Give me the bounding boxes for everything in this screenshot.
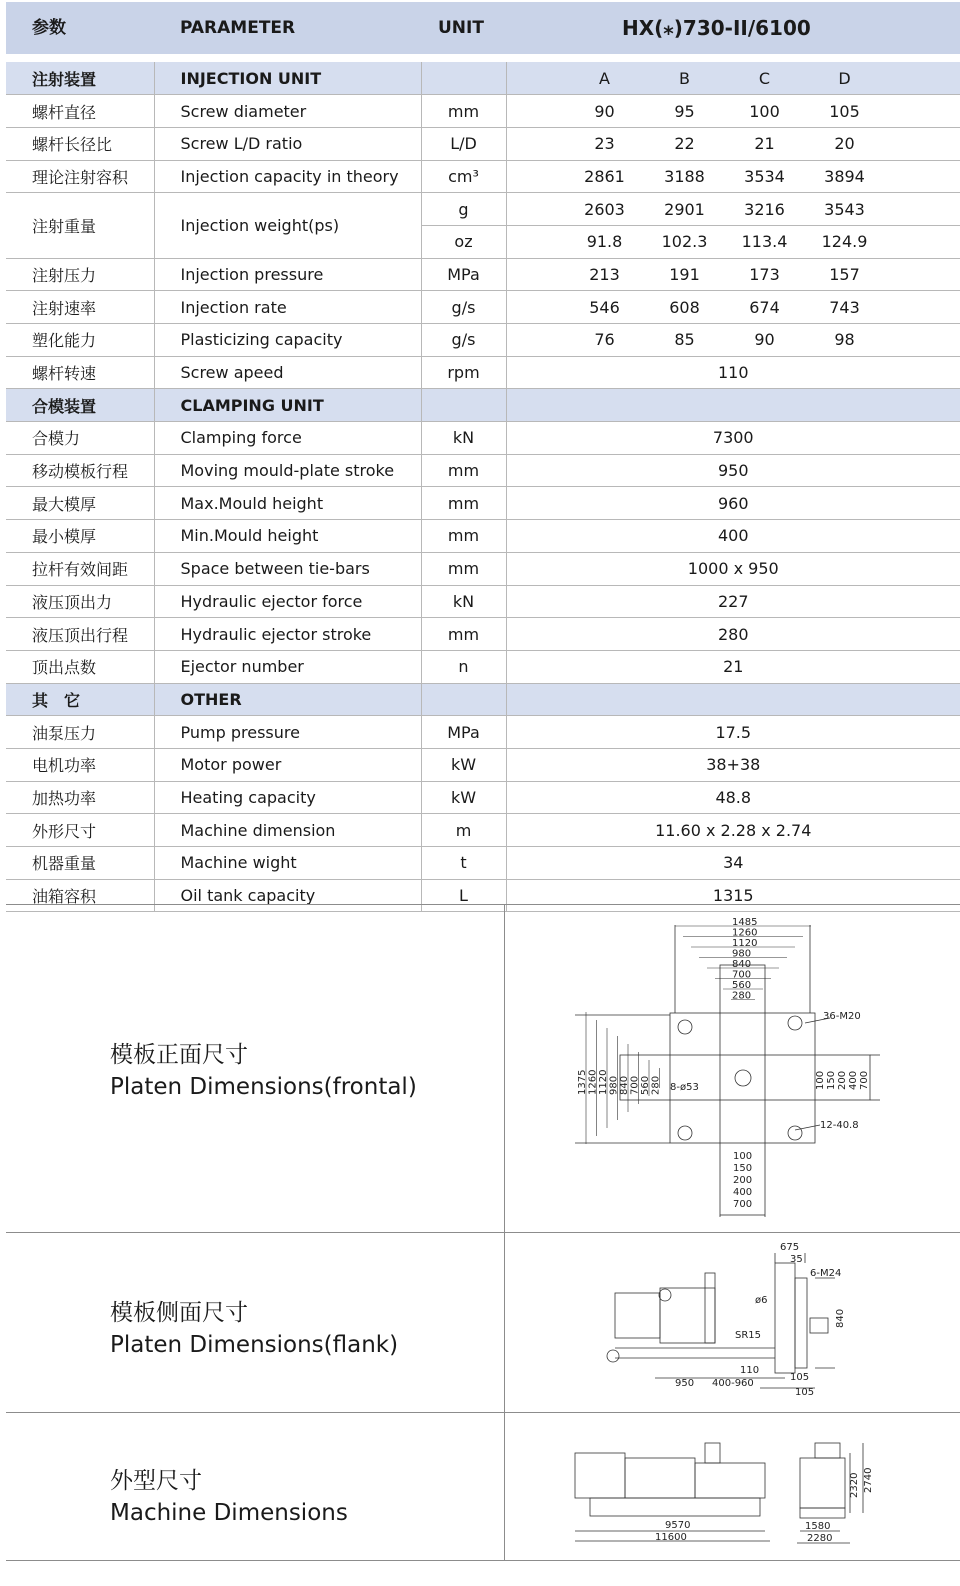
frontal-cn: 模板正面尺寸	[110, 1042, 248, 1068]
table-row	[6, 618, 960, 651]
section-clamping	[6, 389, 960, 422]
param-en: Injection pressure	[154, 258, 421, 291]
param-en: Max.Mould height	[154, 487, 421, 520]
param-unit: mm	[421, 487, 506, 520]
param-value: 950	[506, 454, 960, 487]
right-dim-label: 400	[848, 1070, 859, 1090]
top-dim-label: 1485	[732, 917, 758, 928]
param-cn: 拉杆有效间距	[6, 552, 154, 585]
cell-value: 23	[594, 134, 615, 154]
spec-table	[6, 62, 960, 912]
table-row	[6, 781, 960, 814]
section-cn: 其 它	[6, 683, 154, 716]
table-row	[6, 748, 960, 781]
table-row	[6, 585, 960, 618]
header-cn: 参数	[32, 18, 66, 38]
param-unit: m	[421, 814, 506, 847]
param-cn: 注射重量	[6, 193, 154, 258]
flank-840: 840	[835, 1308, 846, 1328]
machine-11600: 11600	[655, 1532, 687, 1543]
bottom-dim-label: 200	[733, 1175, 753, 1186]
table-row	[6, 422, 960, 455]
machine-2280: 2280	[807, 1533, 833, 1544]
param-unit: t	[421, 847, 506, 880]
machine-drawing	[505, 1413, 960, 1560]
cell-value: 124.9	[821, 232, 868, 252]
param-en: Pump pressure	[154, 716, 421, 749]
param-unit: kN	[421, 585, 506, 618]
param-value: 400	[506, 520, 960, 553]
param-cn: 加热功率	[6, 781, 154, 814]
param-unit: kW	[421, 748, 506, 781]
param-en: Injection capacity in theory	[154, 160, 421, 193]
cell-value: 76	[594, 330, 615, 350]
param-unit: n	[421, 650, 506, 683]
cell-value: 100	[749, 101, 780, 121]
bottom-dim-label: 150	[733, 1163, 753, 1174]
param-value: 11.60 x 2.28 x 2.74	[506, 814, 960, 847]
param-en: Injection rate	[154, 291, 421, 324]
param-cn: 外形尺寸	[6, 814, 154, 847]
param-en: Plasticizing capacity	[154, 324, 421, 357]
section-cn: 注射装置	[6, 62, 154, 95]
param-cn: 螺杆转速	[6, 356, 154, 389]
left-dim-label: 840	[619, 1075, 630, 1095]
cell-value: 191	[669, 264, 700, 284]
top-dim-label: 560	[732, 980, 752, 991]
frontal-drawing	[505, 905, 960, 1232]
param-en: Heating capacity	[154, 781, 421, 814]
param-value: 48.8	[506, 781, 960, 814]
param-en: Hydraulic ejector force	[154, 585, 421, 618]
param-cn: 液压顶出行程	[6, 618, 154, 651]
param-en: Hydraulic ejector stroke	[154, 618, 421, 651]
cell-value: 546	[589, 297, 620, 317]
cell-value: 173	[749, 264, 780, 284]
cell-value: 157	[829, 264, 860, 284]
bottom-dim-label: 700	[733, 1199, 753, 1210]
right-dim-label: 700	[859, 1070, 870, 1090]
param-cn: 油箱容积	[6, 879, 154, 912]
table-row	[6, 95, 960, 128]
param-cn: 最大模厚	[6, 487, 154, 520]
machine-1580: 1580	[805, 1521, 831, 1532]
cell-value: B	[679, 68, 690, 88]
param-en: Machine wight	[154, 847, 421, 880]
section-en: CLAMPING UNIT	[154, 389, 421, 422]
flank-drawing	[505, 1233, 960, 1412]
machine-cn: 外型尺寸	[110, 1468, 202, 1494]
top-dim-label: 980	[732, 948, 752, 960]
table-header	[6, 2, 960, 54]
cell-value: 102.3	[661, 232, 708, 252]
cell-value: 3216	[744, 199, 785, 219]
header-unit: UNIT	[438, 18, 484, 38]
param-cn: 注射压力	[6, 258, 154, 291]
param-unit: MPa	[421, 258, 506, 291]
table-row	[6, 258, 960, 291]
param-en: Screw diameter	[154, 95, 421, 128]
param-value: 38+38	[506, 748, 960, 781]
cell-value: D	[838, 68, 851, 88]
drawings-section	[6, 904, 960, 1544]
flank-svg	[505, 1233, 960, 1413]
section-en: INJECTION UNIT	[154, 62, 421, 95]
right-dim-label: 100	[815, 1070, 826, 1090]
flank-35: 35	[790, 1254, 803, 1265]
param-cn: 电机功率	[6, 748, 154, 781]
param-cn: 移动模板行程	[6, 454, 154, 487]
cell-value: 90	[594, 101, 615, 121]
flank-bolt: 6-M24	[810, 1268, 842, 1279]
cell-value: 95	[674, 101, 695, 121]
cell-value: 3188	[664, 166, 705, 186]
param-value: 34	[506, 847, 960, 880]
flank-row	[6, 1233, 960, 1413]
param-cn: 螺杆直径	[6, 95, 154, 128]
param-en: Motor power	[154, 748, 421, 781]
param-cn: 机器重量	[6, 847, 154, 880]
cell-value: 21	[754, 134, 775, 154]
cell-value: A	[599, 68, 610, 88]
param-unit: g/s	[421, 291, 506, 324]
param-cn: 最小模厚	[6, 520, 154, 553]
param-cn: 注射速率	[6, 291, 154, 324]
param-unit: oz	[421, 225, 506, 258]
section-other	[6, 683, 960, 716]
flank-110: 110	[740, 1365, 760, 1376]
cell-value: 90	[754, 330, 775, 350]
table-row	[6, 356, 960, 389]
table-row	[6, 650, 960, 683]
cell-value: 91.8	[586, 232, 623, 252]
cell-value: 85	[674, 330, 695, 350]
machine-2740: 2740	[863, 1467, 874, 1493]
cell-value: 22	[674, 134, 695, 154]
cell-value: 113.4	[741, 232, 788, 252]
top-dim-label: 1120	[732, 938, 758, 949]
machine-2320: 2320	[849, 1472, 860, 1498]
left-dim-label: 980	[608, 1075, 620, 1095]
note-bolt: 36-M20	[823, 1011, 861, 1022]
header-parameter: PARAMETER	[180, 18, 296, 38]
section-injection	[6, 62, 960, 95]
param-en: Screw L/D ratio	[154, 127, 421, 160]
cell-value: 743	[829, 297, 860, 317]
section-en: OTHER	[154, 683, 421, 716]
param-cn: 塑化能力	[6, 324, 154, 357]
param-unit: MPa	[421, 716, 506, 749]
cell-value: C	[758, 68, 771, 88]
param-unit: mm	[421, 552, 506, 585]
frontal-label	[6, 905, 505, 1232]
cell-value: 2901	[664, 199, 705, 219]
param-en: Min.Mould height	[154, 520, 421, 553]
param-value: 7300	[506, 422, 960, 455]
flank-label	[6, 1233, 505, 1412]
param-en: Ejector number	[154, 650, 421, 683]
top-dim-label: 700	[732, 969, 752, 981]
param-unit: cm³	[421, 160, 506, 193]
flank-105a: 105	[790, 1372, 810, 1383]
table-row	[6, 127, 960, 160]
param-en: Space between tie-bars	[154, 552, 421, 585]
cell-value: 20	[834, 134, 855, 154]
frontal-row	[6, 905, 960, 1233]
top-dim-label: 280	[732, 990, 752, 1002]
param-unit: rpm	[421, 356, 506, 389]
param-cn: 理论注射容积	[6, 160, 154, 193]
cell-value: 2861	[584, 166, 625, 186]
param-en: Oil tank capacity	[154, 879, 421, 912]
cell-value: 3534	[744, 166, 785, 186]
table-row	[6, 716, 960, 749]
cell-value: 213	[589, 264, 620, 284]
cell-value: 3894	[824, 166, 865, 186]
cell-value: 608	[669, 297, 700, 317]
left-dim-label: 1260	[587, 1069, 599, 1095]
param-value: 21	[506, 650, 960, 683]
left-dim-label: 560	[640, 1075, 651, 1095]
param-unit: mm	[421, 618, 506, 651]
table-row	[6, 552, 960, 585]
table-row	[6, 160, 960, 193]
param-cn: 顶出点数	[6, 650, 154, 683]
flank-en: Platen Dimensions(flank)	[110, 1332, 399, 1358]
param-value: 1000 x 950	[506, 552, 960, 585]
frontal-svg	[505, 905, 960, 1233]
machine-svg	[505, 1413, 960, 1561]
header-model: HX(⁎)730-II/6100	[622, 16, 811, 40]
machine-9570: 9570	[665, 1520, 691, 1531]
param-unit: L/D	[421, 127, 506, 160]
param-en: Injection weight(ps)	[154, 193, 421, 258]
param-unit: kN	[421, 422, 506, 455]
table-row	[6, 291, 960, 324]
param-cn: 合模力	[6, 422, 154, 455]
note-hole: 8-ø53	[670, 1082, 699, 1093]
bottom-dim-label: 100	[733, 1151, 753, 1162]
param-cn: 螺杆长径比	[6, 127, 154, 160]
param-value: 960	[506, 487, 960, 520]
flank-400-960: 400-960	[712, 1378, 754, 1389]
table-row	[6, 520, 960, 553]
param-unit: mm	[421, 454, 506, 487]
cell-value: 105	[829, 101, 860, 121]
left-dim-label: 1375	[577, 1069, 588, 1095]
left-dim-label: 1120	[598, 1069, 609, 1095]
table-row	[6, 193, 960, 226]
machine-row	[6, 1413, 960, 1561]
param-value: 110	[506, 356, 960, 389]
top-dim-label: 1260	[732, 927, 758, 939]
flank-105b: 105	[795, 1387, 815, 1398]
param-cn: 液压顶出力	[6, 585, 154, 618]
left-dim-label: 280	[650, 1075, 662, 1095]
bottom-dim-label: 400	[733, 1187, 753, 1198]
machine-label	[6, 1413, 505, 1560]
param-unit: L	[421, 879, 506, 912]
param-unit: g	[421, 193, 506, 226]
param-en: Clamping force	[154, 422, 421, 455]
table-row	[6, 454, 960, 487]
top-dim-label: 840	[732, 959, 752, 970]
frontal-en: Platen Dimensions(frontal)	[110, 1074, 417, 1100]
table-row	[6, 814, 960, 847]
param-unit: mm	[421, 520, 506, 553]
param-value: 1315	[506, 879, 960, 912]
table-row	[6, 847, 960, 880]
note-slot: 12-40.8	[820, 1120, 859, 1131]
left-dim-label: 700	[629, 1075, 641, 1095]
param-cn: 油泵压力	[6, 716, 154, 749]
param-en: Machine dimension	[154, 814, 421, 847]
right-dim-label: 200	[837, 1070, 848, 1090]
param-value: 17.5	[506, 716, 960, 749]
flank-950: 950	[675, 1378, 695, 1389]
flank-cn: 模板侧面尺寸	[110, 1300, 248, 1326]
param-value: 280	[506, 618, 960, 651]
machine-en: Machine Dimensions	[110, 1500, 348, 1526]
param-unit: g/s	[421, 324, 506, 357]
flank-d6: ø6	[755, 1295, 768, 1306]
right-dim-label: 150	[826, 1070, 837, 1090]
param-en: Moving mould-plate stroke	[154, 454, 421, 487]
param-unit: mm	[421, 95, 506, 128]
table-row	[6, 324, 960, 357]
param-value: 227	[506, 585, 960, 618]
section-cn: 合模装置	[6, 389, 154, 422]
table-row	[6, 487, 960, 520]
cell-value: 674	[749, 297, 780, 317]
flank-sr: SR15	[735, 1330, 762, 1341]
cell-value: 98	[834, 330, 855, 350]
cell-value: 2603	[584, 199, 625, 219]
flank-675: 675	[780, 1242, 800, 1253]
cell-value: 3543	[824, 199, 865, 219]
param-unit: kW	[421, 781, 506, 814]
param-en: Screw apeed	[154, 356, 421, 389]
